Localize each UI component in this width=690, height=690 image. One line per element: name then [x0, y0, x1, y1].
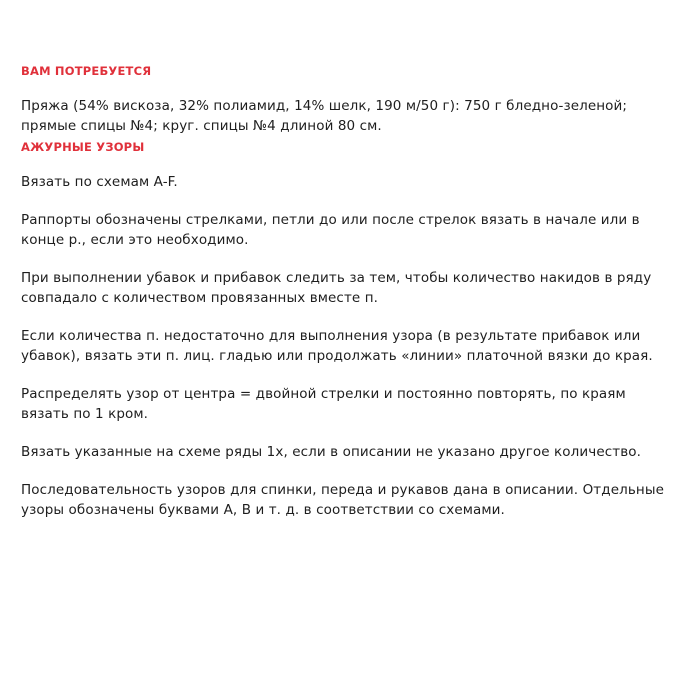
paragraph-1: Вязать по схемам A-F. — [21, 174, 178, 190]
document-page — [21, 62, 671, 520]
paragraph-6: Вязать указанные на схеме ряды 1х, если в описании не указано другое количество. — [21, 444, 642, 460]
paragraph-5: Распределять узор от центра = двойной стрелки и постоянно повторять, по краям вязать по 1 кром. — [21, 386, 626, 422]
paragraph-3: При выполнении убавок и прибавок следить за тем, чтобы количество накидов в ряду совпадало с количеством провязанных вместе п. — [21, 270, 652, 306]
paragraph-4: Если количества п. недостаточно для выполнения узора (в результате прибавок или убавок), вязать эти п. лиц. гладью или продолжать «линии» платочной вязки до края. — [21, 328, 653, 364]
paragraph-2: Раппорты обозначены стрелками, петли до или после стрелок вязать в начале или в конце р., если это необходимо. — [21, 212, 640, 248]
section-heading-patterns: АЖУРНЫЕ УЗОРЫ — [21, 140, 145, 154]
materials-paragraph: Пряжа (54% вискоза, 32% полиамид, 14% шелк, 190 м/50 г): 750 г бледно-зеленой; прямые спицы №4; круг. спицы №4 длиной 80 см. — [21, 98, 628, 134]
paragraph-7: Последовательность узоров для спинки, переда и рукавов дана в описании. Отдельные узоры обозначены буквами А, В и т. д. в соответствии со схемами. — [21, 482, 664, 518]
section-heading-needs: ВАМ ПОТРЕБУЕТСЯ — [21, 64, 152, 78]
